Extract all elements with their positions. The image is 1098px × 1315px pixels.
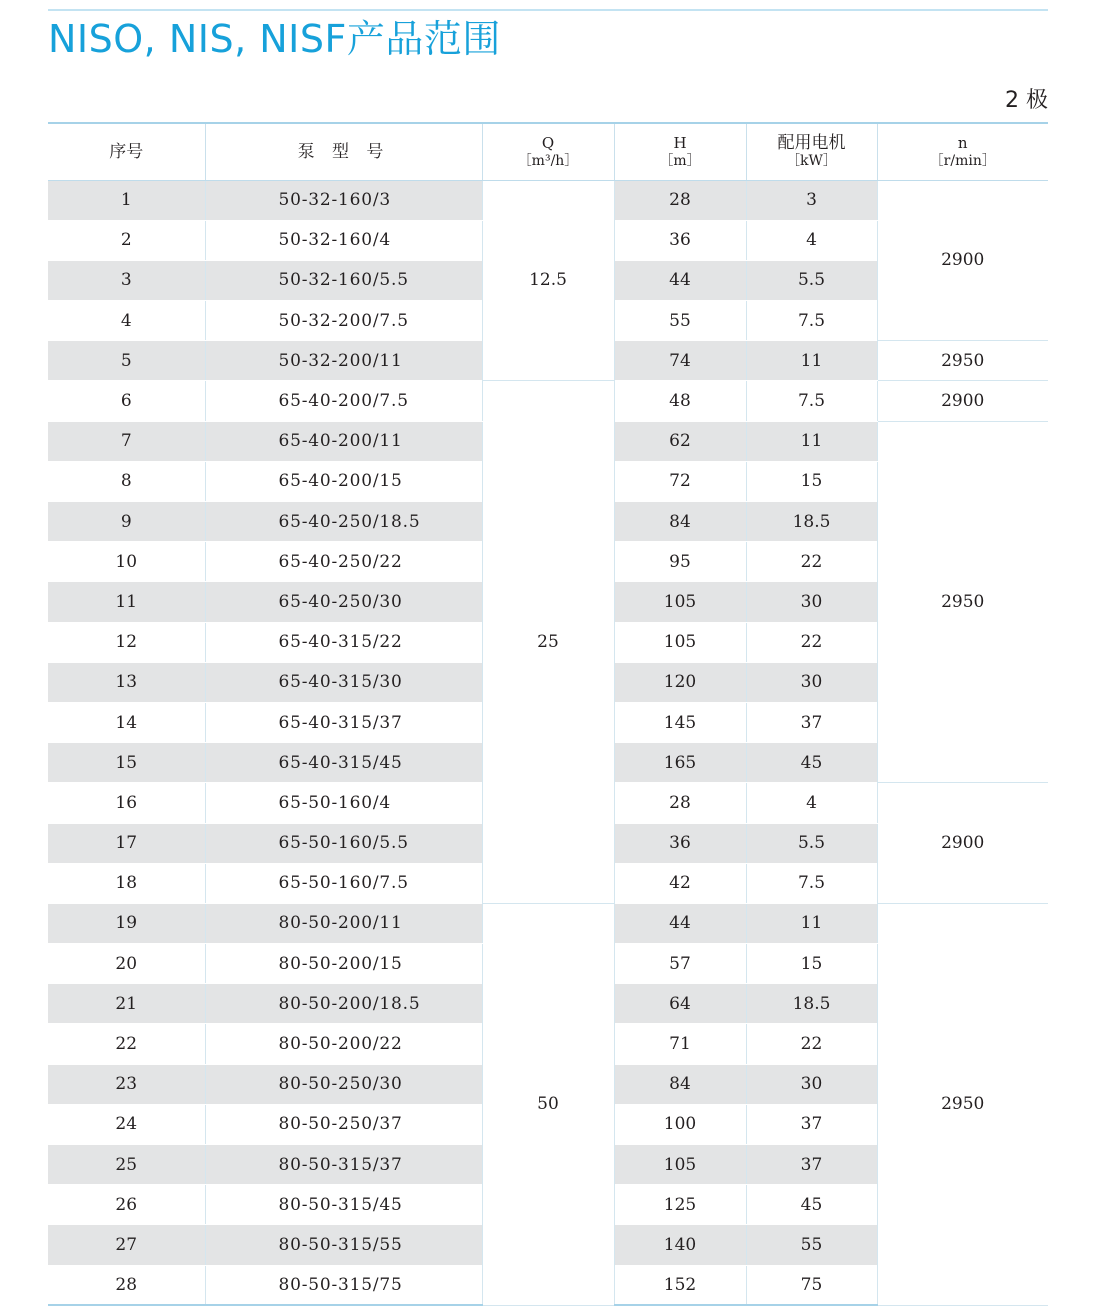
cell-seq: 8 bbox=[48, 461, 205, 501]
cell-motor: 4 bbox=[746, 220, 877, 260]
cell-seq: 3 bbox=[48, 260, 205, 300]
cell-motor: 5.5 bbox=[746, 823, 877, 863]
cell-model: 65-50-160/4 bbox=[205, 783, 482, 823]
cell-motor: 37 bbox=[746, 702, 877, 742]
cell-model: 50-32-200/11 bbox=[205, 341, 482, 381]
cell-seq: 25 bbox=[48, 1145, 205, 1185]
cell-seq: 17 bbox=[48, 823, 205, 863]
cell-head: 36 bbox=[614, 220, 746, 260]
header-head bbox=[614, 123, 746, 180]
cell-head: 44 bbox=[614, 260, 746, 300]
cell-head: 62 bbox=[614, 421, 746, 461]
cell-motor: 55 bbox=[746, 1225, 877, 1265]
cell-model: 65-40-200/11 bbox=[205, 421, 482, 461]
cell-model: 65-40-250/18.5 bbox=[205, 502, 482, 542]
cell-model: 80-50-200/18.5 bbox=[205, 984, 482, 1024]
cell-seq: 21 bbox=[48, 984, 205, 1024]
table-row bbox=[48, 903, 1048, 943]
cell-motor: 22 bbox=[746, 542, 877, 582]
cell-speed: 2900 bbox=[877, 180, 1048, 341]
cell-motor: 7.5 bbox=[746, 863, 877, 903]
cell-head: 105 bbox=[614, 582, 746, 622]
cell-seq: 7 bbox=[48, 421, 205, 461]
header-speed bbox=[877, 123, 1048, 180]
cell-model: 80-50-315/75 bbox=[205, 1265, 482, 1305]
cell-seq: 11 bbox=[48, 582, 205, 622]
cell-seq: 22 bbox=[48, 1024, 205, 1064]
cell-seq: 20 bbox=[48, 944, 205, 984]
cell-seq: 19 bbox=[48, 903, 205, 943]
cell-model: 80-50-315/55 bbox=[205, 1225, 482, 1265]
cell-motor: 5.5 bbox=[746, 260, 877, 300]
cell-seq: 27 bbox=[48, 1225, 205, 1265]
cell-head: 84 bbox=[614, 502, 746, 542]
product-range-table bbox=[48, 122, 1048, 1306]
cell-motor: 4 bbox=[746, 783, 877, 823]
cell-head: 48 bbox=[614, 381, 746, 421]
cell-head: 42 bbox=[614, 863, 746, 903]
cell-head: 105 bbox=[614, 622, 746, 662]
header-motor-unit: ［kW］ bbox=[786, 152, 837, 169]
cell-flow: 12.5 bbox=[482, 180, 614, 381]
cell-motor: 22 bbox=[746, 622, 877, 662]
top-rule bbox=[48, 9, 1048, 11]
cell-head: 74 bbox=[614, 341, 746, 381]
cell-motor: 18.5 bbox=[746, 984, 877, 1024]
header-speed-label: n bbox=[957, 133, 968, 152]
cell-motor: 30 bbox=[746, 1064, 877, 1104]
cell-seq: 18 bbox=[48, 863, 205, 903]
table-row bbox=[48, 381, 1048, 421]
cell-motor: 37 bbox=[746, 1145, 877, 1185]
cell-motor: 30 bbox=[746, 582, 877, 622]
cell-seq: 13 bbox=[48, 662, 205, 702]
cell-model: 65-40-200/15 bbox=[205, 461, 482, 501]
cell-head: 36 bbox=[614, 823, 746, 863]
cell-motor: 7.5 bbox=[746, 301, 877, 341]
header-flow-label: Q bbox=[541, 133, 555, 152]
cell-head: 84 bbox=[614, 1064, 746, 1104]
cell-model: 80-50-200/15 bbox=[205, 944, 482, 984]
cell-motor: 7.5 bbox=[746, 381, 877, 421]
cell-model: 65-40-250/30 bbox=[205, 582, 482, 622]
cell-seq: 1 bbox=[48, 180, 205, 220]
cell-model: 80-50-200/22 bbox=[205, 1024, 482, 1064]
header-seq bbox=[48, 123, 205, 180]
cell-head: 140 bbox=[614, 1225, 746, 1265]
cell-seq: 2 bbox=[48, 220, 205, 260]
cell-seq: 4 bbox=[48, 301, 205, 341]
cell-speed: 2900 bbox=[877, 381, 1048, 421]
cell-seq: 24 bbox=[48, 1104, 205, 1144]
cell-model: 50-32-160/4 bbox=[205, 220, 482, 260]
header-speed-unit: ［r/min］ bbox=[929, 152, 996, 169]
cell-model: 80-50-315/45 bbox=[205, 1185, 482, 1225]
cell-flow: 25 bbox=[482, 381, 614, 903]
table-body bbox=[48, 180, 1048, 1305]
cell-seq: 5 bbox=[48, 341, 205, 381]
cell-head: 100 bbox=[614, 1104, 746, 1144]
cell-model: 65-40-315/30 bbox=[205, 662, 482, 702]
cell-speed: 2950 bbox=[877, 341, 1048, 381]
cell-motor: 45 bbox=[746, 743, 877, 783]
header-head-label: H bbox=[673, 133, 687, 152]
cell-seq: 28 bbox=[48, 1265, 205, 1305]
cell-model: 80-50-200/11 bbox=[205, 903, 482, 943]
cell-motor: 11 bbox=[746, 341, 877, 381]
cell-head: 28 bbox=[614, 783, 746, 823]
cell-model: 65-40-315/22 bbox=[205, 622, 482, 662]
cell-seq: 15 bbox=[48, 743, 205, 783]
cell-seq: 6 bbox=[48, 381, 205, 421]
header-flow bbox=[482, 123, 614, 180]
cell-speed: 2950 bbox=[877, 421, 1048, 783]
cell-motor: 15 bbox=[746, 944, 877, 984]
cell-model: 65-50-160/5.5 bbox=[205, 823, 482, 863]
cell-head: 125 bbox=[614, 1185, 746, 1225]
cell-head: 120 bbox=[614, 662, 746, 702]
cell-model: 80-50-250/30 bbox=[205, 1064, 482, 1104]
cell-motor: 3 bbox=[746, 180, 877, 220]
header-seq-label: 序号 bbox=[109, 141, 144, 162]
cell-head: 44 bbox=[614, 903, 746, 943]
cell-seq: 16 bbox=[48, 783, 205, 823]
table-row bbox=[48, 180, 1048, 220]
cell-head: 55 bbox=[614, 301, 746, 341]
cell-model: 50-32-160/5.5 bbox=[205, 260, 482, 300]
cell-head: 28 bbox=[614, 180, 746, 220]
cell-model: 65-40-250/22 bbox=[205, 542, 482, 582]
header-motor-label: 配用电机 bbox=[777, 132, 846, 153]
cell-seq: 12 bbox=[48, 622, 205, 662]
cell-motor: 30 bbox=[746, 662, 877, 702]
cell-speed: 2950 bbox=[877, 903, 1048, 1305]
cell-model: 65-40-315/45 bbox=[205, 743, 482, 783]
header-model bbox=[205, 123, 482, 180]
cell-seq: 23 bbox=[48, 1064, 205, 1104]
cell-motor: 22 bbox=[746, 1024, 877, 1064]
header-model-label: 泵 型 号 bbox=[297, 141, 390, 162]
cell-motor: 18.5 bbox=[746, 502, 877, 542]
cell-model: 65-40-200/7.5 bbox=[205, 381, 482, 421]
cell-model: 50-32-200/7.5 bbox=[205, 301, 482, 341]
table-header-row bbox=[48, 123, 1048, 180]
cell-motor: 11 bbox=[746, 903, 877, 943]
cell-head: 57 bbox=[614, 944, 746, 984]
cell-motor: 15 bbox=[746, 461, 877, 501]
cell-head: 152 bbox=[614, 1265, 746, 1305]
page-title: NISO, NIS, NISF产品范围 bbox=[48, 17, 501, 61]
cell-head: 72 bbox=[614, 461, 746, 501]
cell-motor: 11 bbox=[746, 421, 877, 461]
cell-seq: 14 bbox=[48, 702, 205, 742]
cell-head: 95 bbox=[614, 542, 746, 582]
cell-head: 64 bbox=[614, 984, 746, 1024]
cell-head: 165 bbox=[614, 743, 746, 783]
cell-head: 145 bbox=[614, 702, 746, 742]
pole-label: 2 极 bbox=[1005, 88, 1048, 113]
cell-head: 105 bbox=[614, 1145, 746, 1185]
header-motor bbox=[746, 123, 877, 180]
header-head-unit: ［m］ bbox=[659, 152, 701, 169]
cell-model: 80-50-250/37 bbox=[205, 1104, 482, 1144]
cell-flow: 50 bbox=[482, 903, 614, 1305]
cell-motor: 37 bbox=[746, 1104, 877, 1144]
cell-speed: 2900 bbox=[877, 783, 1048, 904]
cell-seq: 26 bbox=[48, 1185, 205, 1225]
cell-motor: 45 bbox=[746, 1185, 877, 1225]
cell-model: 80-50-315/37 bbox=[205, 1145, 482, 1185]
cell-seq: 10 bbox=[48, 542, 205, 582]
cell-seq: 9 bbox=[48, 502, 205, 542]
cell-head: 71 bbox=[614, 1024, 746, 1064]
cell-model: 50-32-160/3 bbox=[205, 180, 482, 220]
cell-model: 65-50-160/7.5 bbox=[205, 863, 482, 903]
header-flow-unit: ［m³/h］ bbox=[517, 152, 579, 169]
cell-model: 65-40-315/37 bbox=[205, 702, 482, 742]
cell-motor: 75 bbox=[746, 1265, 877, 1305]
